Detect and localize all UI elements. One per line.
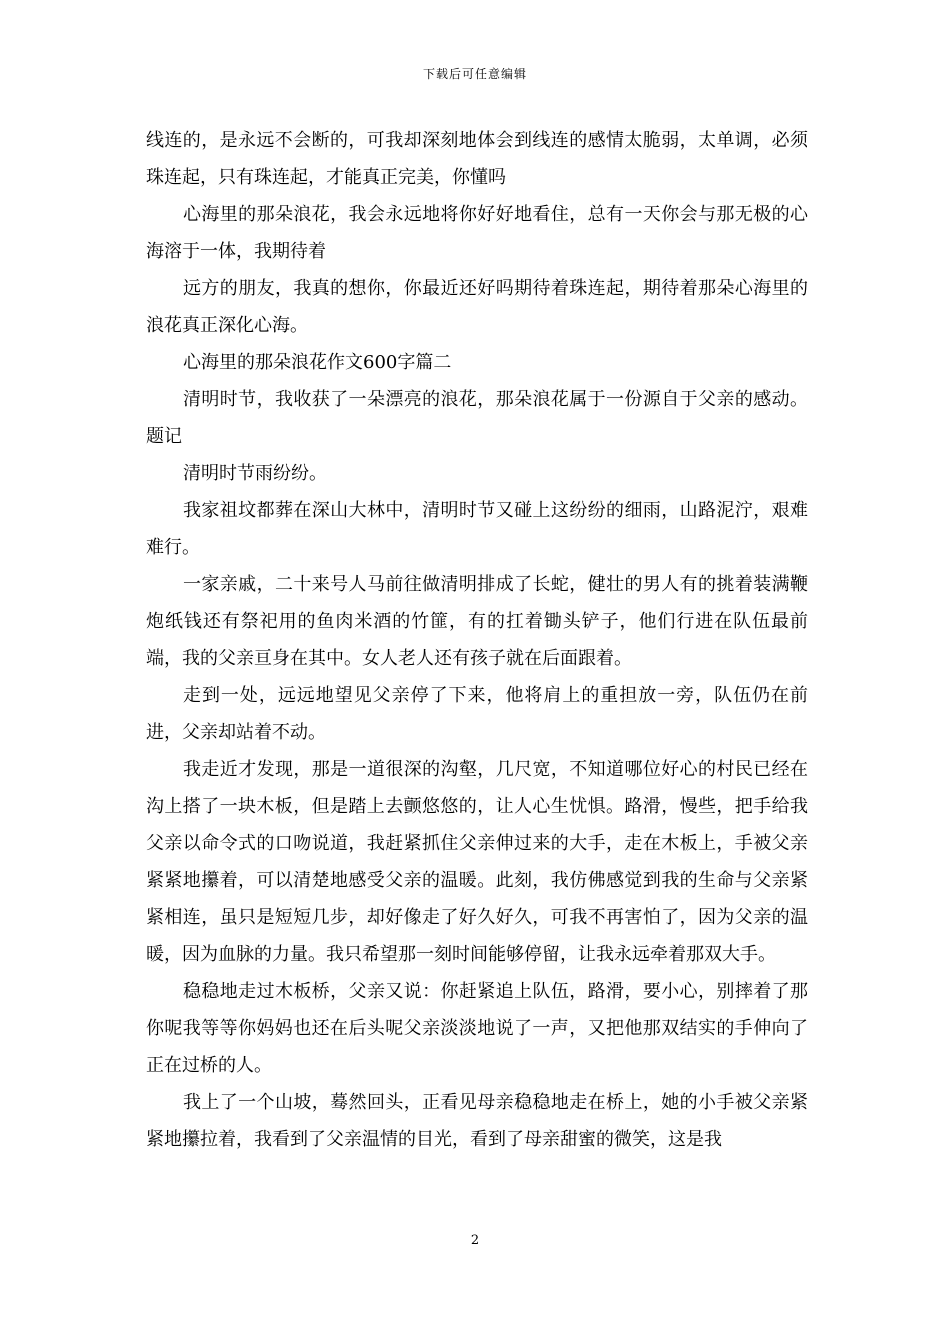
paragraph-6: 清明时节雨纷纷。 xyxy=(183,463,327,484)
document-body xyxy=(146,122,808,1158)
page-number: 2 xyxy=(470,1233,480,1248)
section-heading: 心海里的那朵浪花作文600字篇二 xyxy=(183,352,452,373)
paragraph-5: 清明时节，我收获了一朵漂亮的浪花，那朵浪花属于一份源自于父亲的感动。题记 xyxy=(146,389,808,447)
paragraph-3: 远方的朋友，我真的想你，你最近还好吗期待着珠连起，期待着那朵心海里的浪花真正深化心海。 xyxy=(146,278,808,336)
paragraph-8: 一家亲戚，二十来号人马前往做清明排成了长蛇，健壮的男人有的挑着装满鞭炮纸钱还有祭祀用的鱼肉米酒的竹篚，有的扛着锄头铲子，他们行进在队伍最前端，我的父亲亘身在其中。女人老人还有孩子就在后面跟着。 xyxy=(146,574,808,669)
paragraph-11: 稳稳地走过木板桥，父亲又说：你赶紧追上队伍，路滑，要小心，别摔着了那你呢我等等你妈妈也还在后头呢父亲淡淡地说了一声，又把他那双结实的手伸向了正在过桥的人。 xyxy=(146,981,808,1076)
paragraph-1: 线连的，是永远不会断的，可我却深刻地体会到线连的感情太脆弱，太单调，必须珠连起，只有珠连起，才能真正完美，你懂吗 xyxy=(146,130,808,188)
paragraph-10: 我走近才发现，那是一道很深的沟壑，几尺宽，不知道哪位好心的村民已经在沟上搭了一块木板，但是踏上去颤悠悠的，让人心生忧惧。路滑，慢些，把手给我父亲以命令式的口吻说道，我赶紧抓住父亲伸过来的大手，走在木板上，手被父亲紧紧地攥着，可以清楚地感受父亲的温暖。此刻，我仿佛感觉到我的生命与父亲紧紧相连，虽只是短短几步，却好像走了好久好久，可我不再害怕了，因为父亲的温暖，因为血脉的力量。我只希望那一刻时间能够停留，让我永远牵着那双大手。 xyxy=(146,759,808,965)
paragraph-7: 我家祖坟都葬在深山大林中，清明时节又碰上这纷纷的细雨，山路泥泞，艰难难行。 xyxy=(146,500,808,558)
paragraph-12: 我上了一个山坡，蓦然回头，正看见母亲稳稳地走在桥上，她的小手被父亲紧紧地攥拉着，我看到了父亲温情的目光，看到了母亲甜蜜的微笑，这是我 xyxy=(146,1092,808,1150)
paragraph-2: 心海里的那朵浪花，我会永远地将你好好地看住，总有一天你会与那无极的心海溶于一体，我期待着 xyxy=(146,204,808,262)
paragraph-9: 走到一处，远远地望见父亲停了下来，他将肩上的重担放一旁，队伍仍在前进，父亲却站着不动。 xyxy=(146,685,808,743)
page-header: 下载后可任意编辑 xyxy=(422,67,527,81)
